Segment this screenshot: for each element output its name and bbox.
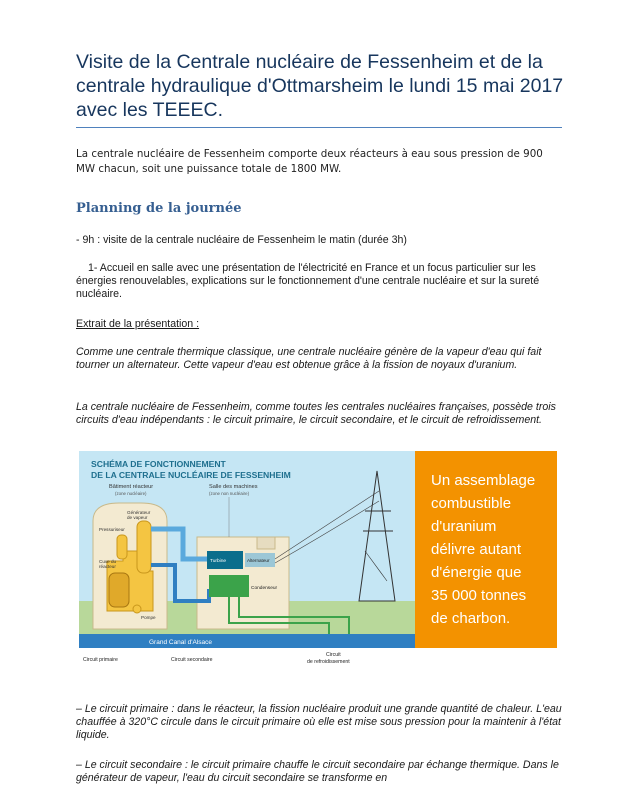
info-line-2: combustible bbox=[431, 495, 512, 512]
label-alternateur: Alternateur bbox=[247, 558, 270, 563]
info-line-3: d'uranium bbox=[431, 518, 497, 535]
paragraph-circuits: La centrale nucléaire de Fessenheim, comme toutes les centrales nucléaires françaises, possède trois circuits d'eau indépendants : le circuit primaire, le circuit secondaire, et le circuit de refroidissement. bbox=[76, 401, 556, 426]
label-reacteur: réacteur bbox=[99, 564, 116, 569]
label-cuve-du: Cuve du bbox=[99, 559, 117, 564]
step-1-paragraph: 1- Accueil en salle avec une présentation de l'électricité en France et un focus particulier sur les énergies renouvelables, explications sur le fonctionnement d'une centrale nucléaire et sur la sureté nucléaire. bbox=[76, 262, 540, 300]
label-condenseur: Condenseur bbox=[251, 586, 278, 591]
extract-label: Extrait de la présentation : bbox=[76, 318, 200, 330]
plant-diagram bbox=[79, 451, 557, 667]
steam-generator bbox=[137, 521, 151, 573]
title-divider bbox=[76, 127, 562, 128]
intro-paragraph: La centrale nucléaire de Fessenheim comporte deux réacteurs à eau sous pression de 900 MW chacun, soit une puissance totale de 1800 MW. bbox=[76, 148, 543, 175]
label-circuit-refroid-2: de refroidissement bbox=[307, 659, 350, 665]
paragraph-primary-circuit: – Le circuit primaire : dans le réacteur, la fission nucléaire produit une grande quantité de chaleur. L'eau chauffée à 320°C circule dans le circuit primaire où elle est mise sous pression pour la maintenir à l'état liquide. bbox=[76, 703, 562, 741]
condenser bbox=[209, 575, 249, 597]
label-zone-non-nucleaire: (zone non nucléaire) bbox=[209, 491, 250, 496]
canal bbox=[79, 634, 415, 648]
section-heading: Planning de la journée bbox=[76, 201, 242, 216]
label-batiment-reacteur: Bâtiment réacteur bbox=[109, 484, 154, 490]
caption-band bbox=[79, 648, 415, 667]
pump bbox=[133, 605, 141, 613]
reactor-vessel bbox=[109, 573, 129, 607]
diagram-title-1: SCHÉMA DE FONCTIONNEMENT bbox=[91, 459, 226, 469]
label-de-vapeur: de vapeur bbox=[127, 515, 148, 520]
diagram-title-2: DE LA CENTRALE NUCLÉAIRE DE FESSENHEIM bbox=[91, 470, 291, 480]
label-zone-nucleaire: (zone nucléaire) bbox=[115, 491, 147, 496]
canal-label: Grand Canal d'Alsace bbox=[149, 639, 213, 646]
pressurizer bbox=[117, 535, 127, 559]
paragraph-secondary-circuit: – Le circuit secondaire : le circuit primaire chauffe le circuit secondaire par échange thermique. Dans le générateur de vapeur, l'eau du circuit secondaire se transforme en bbox=[76, 759, 559, 784]
label-circuit-primaire: Circuit primaire bbox=[83, 657, 118, 663]
label-pompe: Pompe bbox=[141, 615, 156, 620]
label-circuit-secondaire: Circuit secondaire bbox=[171, 657, 213, 663]
info-line-4: délivre autant bbox=[431, 541, 522, 558]
label-pressuriseur: Pressuriseur bbox=[99, 527, 125, 532]
label-salle-machines: Salle des machines bbox=[209, 484, 258, 490]
label-circuit-refroid-1: Circuit bbox=[326, 652, 341, 658]
label-generateur: Générateur bbox=[127, 510, 151, 515]
schedule-item: - 9h : visite de la centrale nucléaire de Fessenheim le matin (durée 3h) bbox=[76, 234, 407, 246]
info-line-6: 35 000 tonnes bbox=[431, 587, 527, 604]
info-line-1: Un assemblage bbox=[431, 472, 536, 489]
info-line-7: de charbon. bbox=[431, 610, 511, 627]
paragraph-thermal: Comme une centrale thermique classique, une centrale nucléaire génère de la vapeur d'eau qui fait tourner un alternateur. Cette vapeur d'eau est obtenue grâce à la fission de noyaux d'uranium. bbox=[76, 346, 542, 371]
info-line-5: d'énergie que bbox=[431, 564, 522, 581]
machine-vent bbox=[257, 537, 275, 549]
label-turbine: Turbine bbox=[210, 559, 227, 564]
page-title: Visite de la Centrale nucléaire de Fessenheim et de la centrale hydraulique d'Ottmarsheim le lundi 15 mai 2017 avec les TEEEC. bbox=[76, 51, 564, 121]
